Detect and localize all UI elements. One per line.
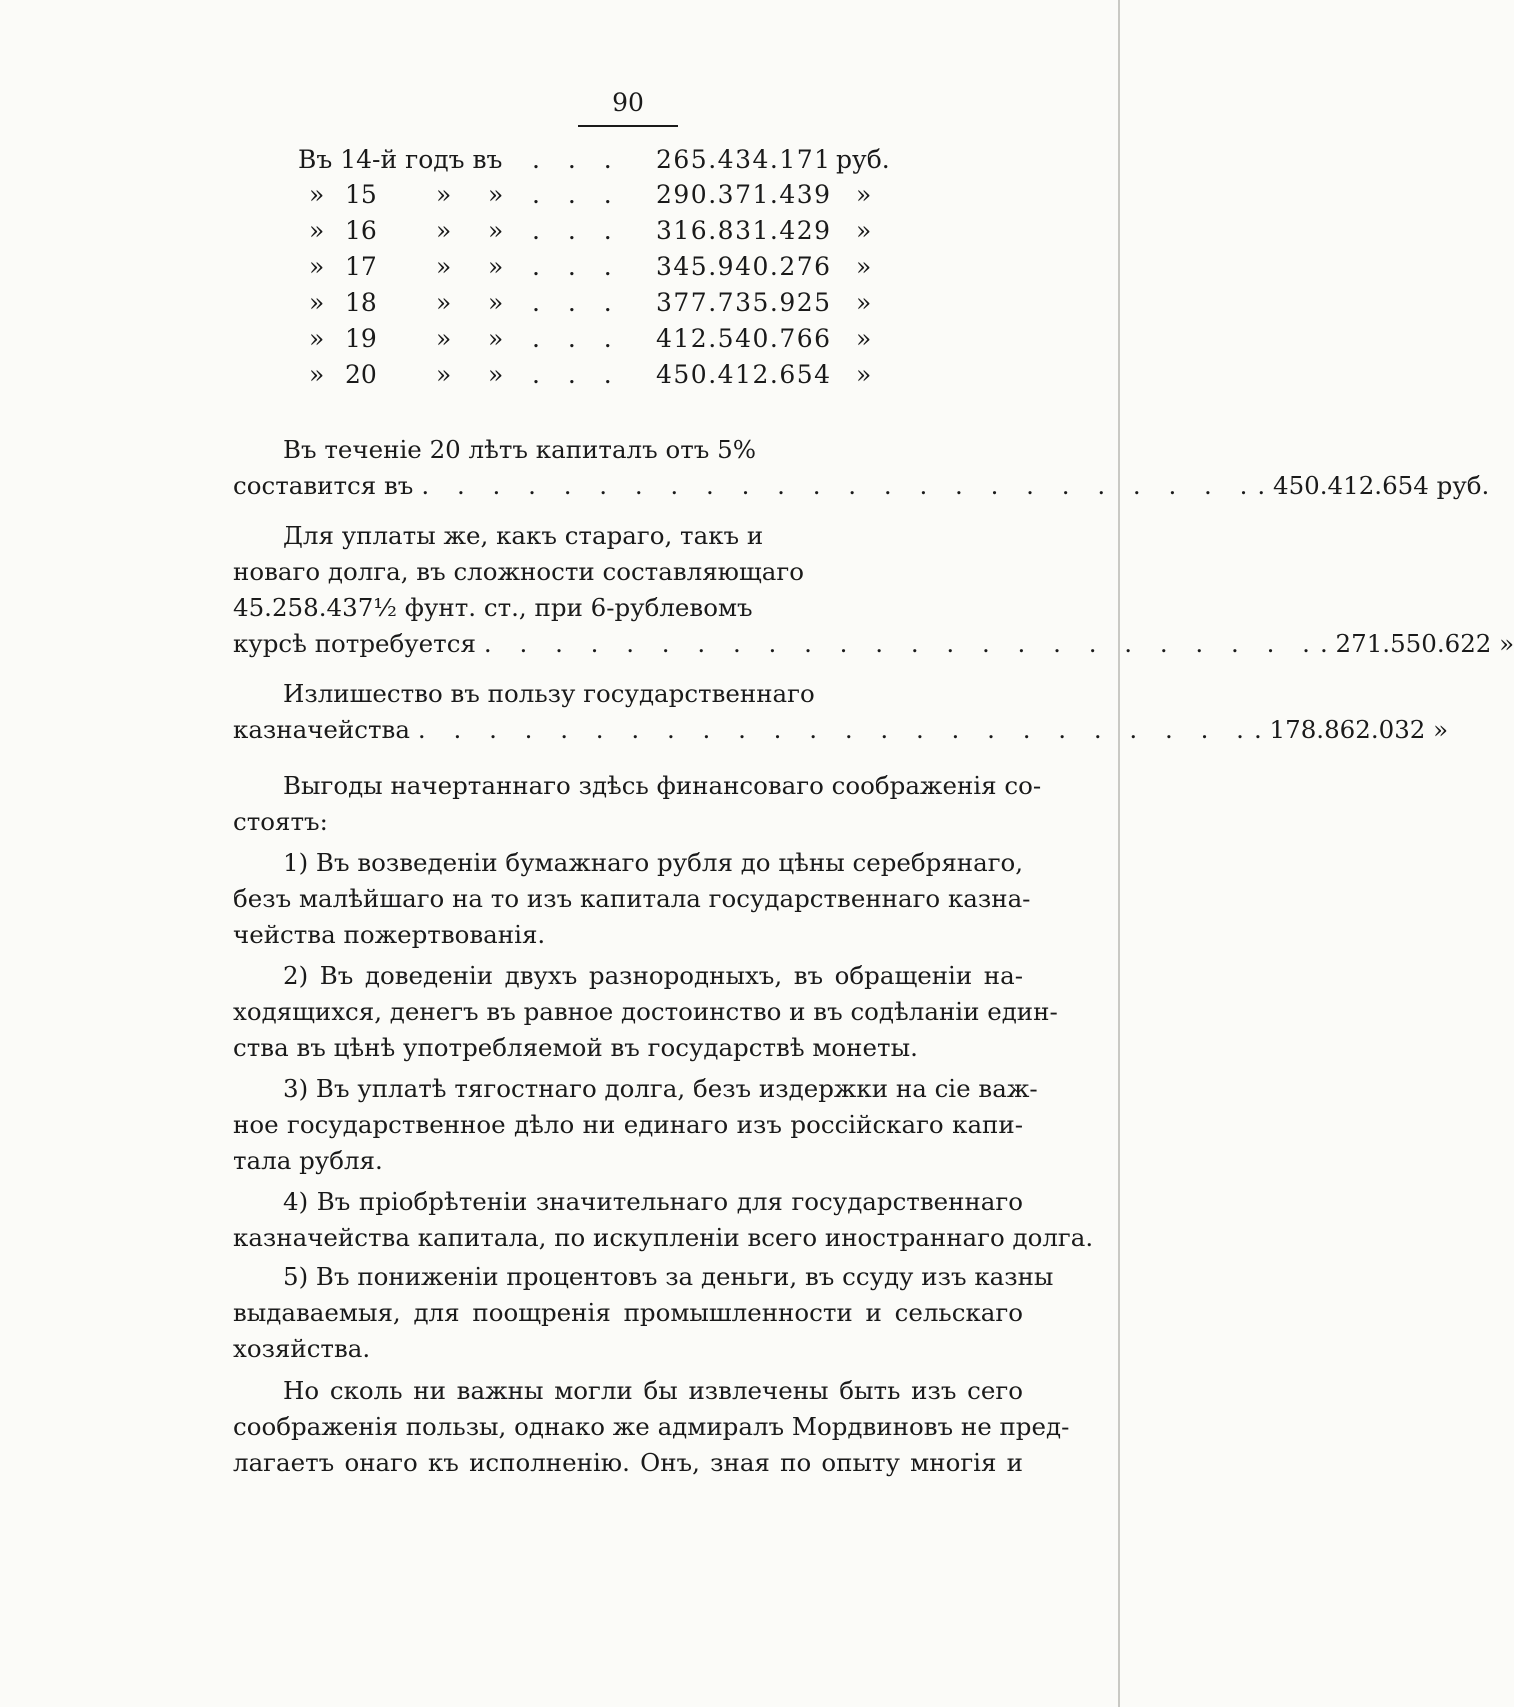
text-line: чейства пожертвованія. [233, 920, 546, 949]
row-value: 412.540.766 [656, 324, 832, 353]
row-dots: . . . [532, 252, 622, 281]
row-unit: » [856, 360, 872, 389]
paragraph-item-4 [233, 1184, 1094, 1256]
summary-payment-line1: Для уплаты же, какъ стараго, такъ и [283, 521, 764, 550]
row-ditto-1: » [436, 216, 452, 245]
text-line: ства въ цѣнѣ употребляемой въ государствѣ монеты. [233, 1033, 918, 1062]
row-dots: . . . [532, 216, 622, 245]
row-ditto-1: » [436, 324, 452, 353]
page-number-rule [578, 125, 678, 127]
row-ditto-2: » [488, 180, 504, 209]
leader-dots: . . . . . . . . . . . . . . . . . . . . . . . . [483, 629, 1320, 658]
row-ditto-1: » [436, 288, 452, 317]
leader-dots: . . . . . . . . . . . . . . . . . . . . . . . . [421, 471, 1258, 500]
paragraph-item-5 [233, 1259, 1054, 1367]
row-ditto-2: » [488, 324, 504, 353]
leader-dots: . . . . . . . . . . . . . . . . . . . . . . . . [417, 715, 1254, 744]
row-dots: . . . [532, 288, 622, 317]
text-line: 3) Въ уплатѣ тягостнаго долга, безъ издержки на сіе важ- [283, 1074, 1038, 1103]
row-value: 316.831.429 [656, 216, 832, 245]
row-dots: . . . [532, 180, 622, 209]
row-quote: » [309, 180, 325, 209]
summary-surplus [233, 676, 1449, 748]
summary-payment-value: . 271.550.622 » [1319, 629, 1514, 658]
paragraph-item-3 [233, 1071, 1038, 1179]
text-line: лагаетъ онаго къ исполненію. Онъ, зная по опыту многія и [233, 1448, 1023, 1477]
row-ditto-2: » [488, 288, 504, 317]
row-quote: » [309, 288, 325, 317]
text-line: 2) Въ доведеніи двухъ разнородныхъ, въ обращеніи на- [283, 961, 1023, 990]
row-unit: руб. [836, 145, 890, 174]
text-line: безъ малѣйшаго на то изъ капитала государственнаго казна- [233, 884, 1031, 913]
row-unit: » [856, 216, 872, 245]
row-value: 265.434.171 [656, 145, 832, 174]
summary-surplus-value: . 178.862.032 » [1253, 715, 1449, 744]
text-line: соображенія пользы, однако же адмиралъ Мордвиновъ не пред- [233, 1412, 1070, 1441]
paragraph-item-2 [233, 958, 1058, 1066]
text-line: Выгоды начертаннаго здѣсь финансоваго соображенія со- [283, 771, 1042, 800]
summary-surplus-line1: Излишество въ пользу государственнаго [283, 679, 815, 708]
row-value: 290.371.439 [656, 180, 832, 209]
row-dots: . . . [532, 360, 622, 389]
text-line: хозяйства. [233, 1334, 371, 1363]
text-line: стоятъ: [233, 807, 328, 836]
row-quote: » [309, 252, 325, 281]
row-year: 20 [345, 360, 377, 389]
text-line: 4) Въ пріобрѣтеніи значительнаго для государственнаго [283, 1187, 1023, 1216]
row-dots: . . . [532, 145, 622, 174]
text-line: ное государственное дѣло ни единаго изъ россійскаго капи- [233, 1110, 1023, 1139]
summary-payment-line2: новаго долга, въ сложности составляющаго [233, 557, 804, 586]
row-quote: » [309, 360, 325, 389]
summary-payment [233, 518, 1514, 662]
row-unit: » [856, 180, 872, 209]
text-line: тала рубля. [233, 1146, 383, 1175]
summary-payment-line3: 45.258.437½ фунт. ст., при 6-рублевомъ [233, 593, 753, 622]
row-value: 450.412.654 [656, 360, 832, 389]
row-value: 377.735.925 [656, 288, 832, 317]
summary-payment-line4 [233, 626, 1514, 662]
summary-capital-line2 [233, 468, 1490, 504]
page-edge-line [1118, 0, 1120, 1707]
row-year: 15 [345, 180, 377, 209]
summary-capital-value: . 450.412.654 руб. [1257, 471, 1490, 500]
summary-payment-label: курсѣ потребуется [233, 629, 476, 658]
row-unit: » [856, 324, 872, 353]
page-number: 90 [612, 88, 644, 117]
paragraph-item-1 [233, 845, 1031, 953]
text-line: 1) Въ возведеніи бумажнаго рубля до цѣны серебрянаго, [283, 848, 1024, 877]
row-year: 19 [345, 324, 377, 353]
row-year: 17 [345, 252, 377, 281]
text-line: ходящихся, денегъ въ равное достоинство и въ содѣланіи един- [233, 997, 1058, 1026]
row-lead: Въ 14-й годъ въ [298, 145, 503, 174]
text-line: выдаваемыя, для поощренія промышленности и сельскаго [233, 1298, 1023, 1327]
row-unit: » [856, 288, 872, 317]
summary-surplus-label: казначейства [233, 715, 410, 744]
row-unit: » [856, 252, 872, 281]
text-line: казначейства капитала, по искупленіи всего иностраннаго долга. [233, 1223, 1094, 1252]
row-ditto-1: » [436, 180, 452, 209]
text-line: Но сколь ни важны могли бы извлечены быть изъ сего [283, 1376, 1023, 1405]
row-quote: » [309, 324, 325, 353]
row-quote: » [309, 216, 325, 245]
row-year: 16 [345, 216, 377, 245]
summary-surplus-line2 [233, 712, 1449, 748]
summary-capital-label: составится въ [233, 471, 414, 500]
row-year: 18 [345, 288, 377, 317]
row-dots: . . . [532, 324, 622, 353]
text-line: 5) Въ пониженіи процентовъ за деньги, въ ссуду изъ казны [283, 1262, 1054, 1291]
paragraph-intro [233, 768, 1042, 840]
row-ditto-1: » [436, 360, 452, 389]
row-ditto-2: » [488, 216, 504, 245]
row-ditto-1: » [436, 252, 452, 281]
row-value: 345.940.276 [656, 252, 832, 281]
paragraph-closing [233, 1373, 1070, 1481]
row-ditto-2: » [488, 360, 504, 389]
row-ditto-2: » [488, 252, 504, 281]
summary-capital [233, 432, 1490, 504]
summary-capital-line1: Въ теченіе 20 лѣтъ капиталъ отъ 5% [283, 435, 757, 464]
